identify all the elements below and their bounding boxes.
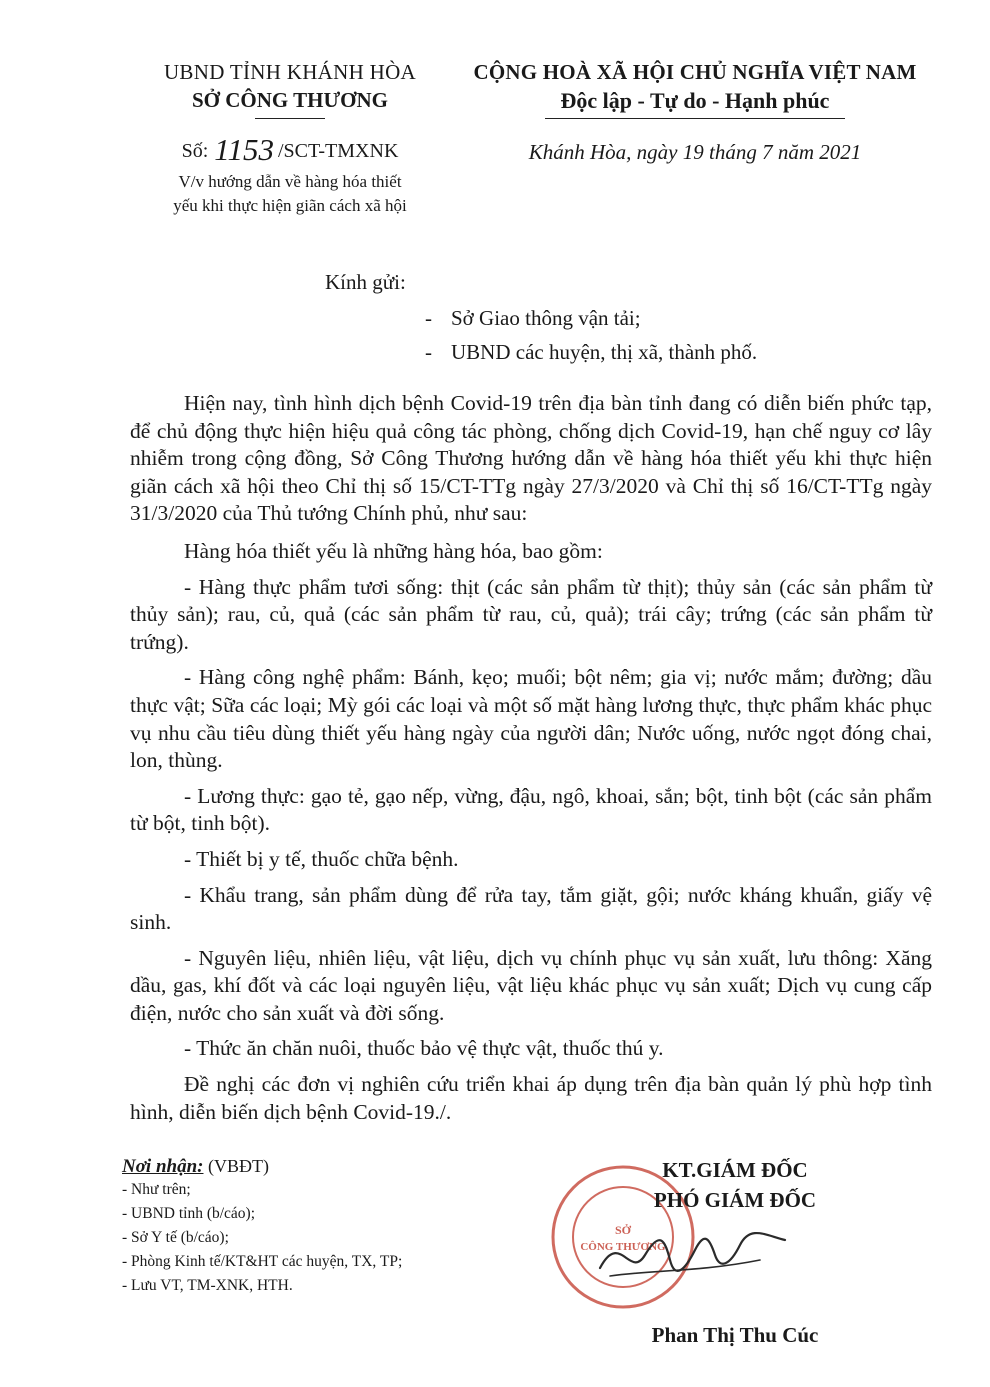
recipient-text: UBND các huyện, thị xã, thành phố. xyxy=(451,340,758,364)
body-paragraph: Hiện nay, tình hình dịch bệnh Covid-19 trên địa bàn tỉnh đang có diễn biến phức tạp, để chủ động thực hiện hiệu quả công tác phòng, chống dịch Covid-19, hạn chế nguy cơ lây nhiễm trong cộng đồng, Sở Công Thương hướng dẫn về hàng hóa thiết yếu khi thực hiện giãn cách xã hội theo Chỉ thị số 15/CT-TTg ngày 27/3/2020 và Chỉ thị số 16/CT-TTg ngày 31/3/2020 của Thủ tướng Chính phủ, như sau: xyxy=(130,391,932,526)
header-right xyxy=(455,58,935,167)
document-body xyxy=(130,390,932,1134)
distribution-item: - Như trên; xyxy=(122,1181,191,1198)
department-name: SỞ CÔNG THƯƠNG xyxy=(191,88,389,112)
document-subject xyxy=(110,170,470,218)
subject-line-1: V/v hướng dẫn về hàng hóa thiết xyxy=(178,172,402,191)
document-number xyxy=(110,132,470,167)
republic-title: CỘNG HOÀ XÃ HỘI CHỦ NGHĨA VIỆT NAM xyxy=(473,60,917,84)
body-paragraph: - Lương thực: gạo tẻ, gạo nếp, vừng, đậu, ngô, khoai, sắn; bột, tinh bột (các sản phẩm từ bột, tinh bột). xyxy=(130,783,932,836)
subject-line-2: yếu khi thực hiện giãn cách xã hội xyxy=(173,196,407,215)
header-left-rule xyxy=(255,118,325,119)
recipient-bullet: - xyxy=(425,340,432,364)
body-paragraph: - Khẩu trang, sản phẩm dùng để rửa tay, tắm giặt, gội; nước kháng khuẩn, giấy vệ sinh. xyxy=(130,882,932,935)
recipient-text: Sở Giao thông vận tải; xyxy=(451,306,641,330)
body-paragraph: - Hàng thực phẩm tươi sống: thịt (các sản phẩm từ thịt); thủy sản (các sản phẩm từ thủy sản); rau, củ, quả (các sản phẩm từ rau, củ, quả); trái cây; trứng (các sản phẩm từ trứng). xyxy=(130,574,932,654)
greeting: Kính gửi: xyxy=(325,270,406,294)
body-paragraph: - Thiết bị y tế, thuốc chữa bệnh. xyxy=(184,846,459,871)
distribution-item: - Lưu VT, TM-XNK, HTH. xyxy=(122,1277,293,1294)
body-paragraph: - Hàng công nghệ phẩm: Bánh, kẹo; muối; bột nêm; gia vị; nước mắm; đường; dầu thực vật; Sữa các loại; Mỳ gói các loại và một số mặt hàng lương thực, thực phẩm khác phục vụ nhu cầu tiêu dùng thiết yếu hàng ngày của người dân; Nước uống, nước ngọt đóng chai, lon, thùng. xyxy=(130,665,932,773)
header-left xyxy=(110,58,470,218)
distribution-item: - Sở Y tế (b/cáo); xyxy=(122,1229,229,1246)
body-paragraph: Đề nghị các đơn vị nghiên cứu triển khai áp dụng trên địa bàn quản lý phù hợp tình hình, diễn biến dịch bệnh Covid-19./. xyxy=(130,1072,932,1124)
number-prefix: Số: xyxy=(181,140,209,162)
recipient-bullet: - xyxy=(425,306,432,330)
signature-block xyxy=(570,1155,900,1348)
document-date: Khánh Hòa, ngày 19 tháng 7 năm 2021 xyxy=(528,140,862,164)
distribution-item: - Phòng Kinh tế/KT&HT các huyện, TX, TP; xyxy=(122,1253,403,1270)
agency-name: UBND TỈNH KHÁNH HÒA xyxy=(163,60,417,84)
signer-name: Phan Thị Thu Cúc xyxy=(651,1323,819,1347)
signer-title-2: PHÓ GIÁM ĐỐC xyxy=(653,1188,817,1212)
number-suffix: /SCT-TMXNK xyxy=(278,140,399,162)
recipient-item xyxy=(425,306,641,331)
signer-title-1: KT.GIÁM ĐỐC xyxy=(662,1158,808,1182)
svg-text:CÔNG THƯƠNG: CÔNG THƯƠNG xyxy=(580,1241,666,1253)
number-value: 1153 xyxy=(214,132,274,167)
svg-text:SỞ: SỞ xyxy=(614,1223,632,1237)
national-motto: Độc lập - Tự do - Hạnh phúc xyxy=(560,88,830,113)
body-paragraph: Hàng hóa thiết yếu là những hàng hóa, bao gồm: xyxy=(184,538,603,563)
distribution-list xyxy=(122,1155,402,1298)
body-paragraph: - Thức ăn chăn nuôi, thuốc bảo vệ thực vật, thuốc thú y. xyxy=(184,1036,664,1061)
distribution-header xyxy=(122,1155,402,1178)
distribution-label: Nơi nhận: xyxy=(122,1156,204,1177)
distribution-label-suffix: (VBĐT) xyxy=(203,1156,269,1176)
recipient-item xyxy=(425,340,757,365)
body-paragraph: - Nguyên liệu, nhiên liệu, vật liệu, dịch vụ chính phục vụ sản xuất, lưu thông: Xăng dầu, gas, khí đốt và các loại nguyên liệu, vật liệu khác phục vụ sản xuất; Dịch vụ cung cấp điện, nước cho sản xuất và đời sống. xyxy=(130,945,932,1025)
header-right-rule xyxy=(545,118,845,119)
distribution-item: - UBND tỉnh (b/cáo); xyxy=(122,1205,256,1222)
